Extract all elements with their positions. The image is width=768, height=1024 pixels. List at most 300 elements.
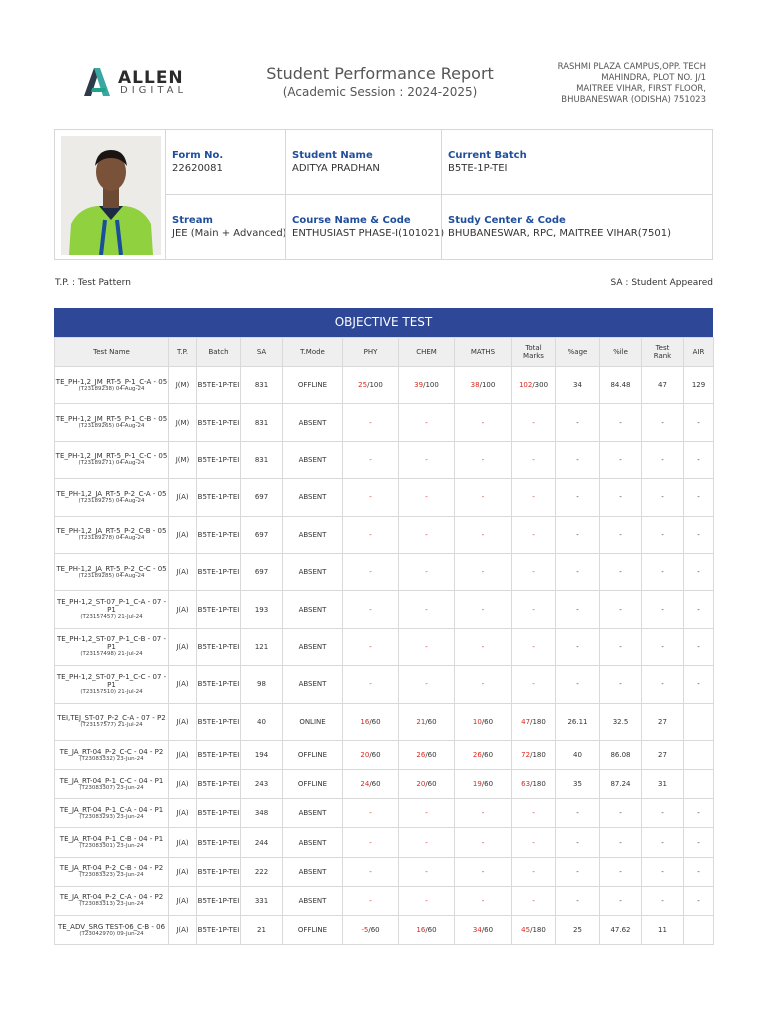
phy-max: /100 — [367, 381, 383, 390]
test-pattern-cell — [169, 857, 197, 886]
maths-cell — [455, 828, 512, 857]
maths-score: - — [481, 418, 485, 427]
chem-score: - — [425, 530, 428, 539]
percentile: - — [619, 896, 622, 905]
air-cell — [684, 886, 714, 915]
legend-test-pattern: T.P. : Test Pattern — [55, 278, 131, 288]
chem-cell — [399, 886, 455, 915]
maths-score: - — [481, 493, 485, 502]
batch-cell — [197, 591, 241, 628]
study-center-cell — [441, 195, 713, 260]
sa-cell — [241, 916, 283, 945]
air-cell — [684, 857, 714, 886]
test-name-cell — [55, 628, 169, 665]
total-score: - — [532, 455, 535, 464]
total-cell — [512, 666, 556, 703]
phy-cell — [343, 516, 399, 553]
test-rank-cell — [642, 886, 684, 915]
mode-cell — [283, 591, 343, 628]
test-code-date: (T23042970) 09-Jun-24 — [79, 930, 144, 937]
test-rank-cell — [642, 799, 684, 828]
column-header: Test Name — [55, 338, 169, 367]
maths-max: /100 — [479, 381, 496, 390]
course-label: Course Name & Code — [292, 215, 411, 226]
test-pattern-cell — [169, 516, 197, 553]
mode-cell — [283, 367, 343, 404]
percentage: 40 — [573, 751, 582, 759]
batch-cell — [197, 770, 241, 799]
maths-score: - — [481, 809, 485, 818]
air-cell — [684, 441, 714, 478]
students-appeared: 348 — [254, 809, 269, 818]
test-rank-cell — [642, 666, 684, 703]
test-mode: ABSENT — [298, 455, 327, 464]
maths-cell — [455, 404, 512, 441]
students-appeared: 831 — [254, 381, 269, 390]
test-name: TEI,TEJ_ST-07_P-2_C-A - 07 - P2 — [57, 714, 166, 723]
test-mode: ABSENT — [298, 605, 327, 614]
maths-score: 34 — [472, 926, 482, 935]
chem-max: /60 — [425, 717, 437, 726]
test-mode: ONLINE — [299, 717, 326, 726]
current-batch-label: Current Batch — [448, 150, 527, 161]
phy-max: /60 — [369, 717, 381, 726]
maths-cell — [455, 479, 512, 516]
air-rank: - — [697, 530, 700, 539]
chem-cell — [399, 441, 455, 478]
test-pattern-cell — [169, 703, 197, 740]
column-header: PHY — [343, 338, 399, 367]
students-appeared: 697 — [254, 493, 269, 502]
test-mode: ABSENT — [298, 568, 327, 577]
objective-test-table — [54, 337, 714, 945]
test-code-date: (T23157498) 21-Jul-24 — [80, 651, 143, 658]
total-cell — [512, 740, 556, 769]
phy-score: -5 — [361, 926, 369, 935]
table-row — [55, 553, 714, 590]
test-mode: OFFLINE — [297, 780, 328, 789]
maths-cell — [455, 857, 512, 886]
chem-cell — [399, 857, 455, 886]
percentage: - — [576, 809, 579, 818]
table-row — [55, 703, 714, 740]
percentile-cell — [600, 799, 642, 828]
percentage: - — [576, 680, 579, 689]
total-cell — [512, 799, 556, 828]
chem-cell — [399, 703, 455, 740]
chem-cell — [399, 516, 455, 553]
percentile-cell — [600, 591, 642, 628]
percentile-cell — [600, 828, 642, 857]
phy-cell — [343, 441, 399, 478]
objective-test-title: OBJECTIVE TEST — [54, 308, 713, 337]
chem-cell — [399, 553, 455, 590]
test-name-cell — [55, 553, 169, 590]
table-row — [55, 828, 714, 857]
batch-cell — [197, 886, 241, 915]
air-cell — [684, 516, 714, 553]
batch-value: B5TE-1P-TEI — [197, 493, 240, 502]
chem-score: - — [425, 605, 428, 614]
phy-cell — [343, 479, 399, 516]
percentile-cell — [600, 516, 642, 553]
table-row — [55, 916, 714, 945]
sa-cell — [241, 886, 283, 915]
chem-score: - — [425, 568, 428, 577]
test-rank-cell — [642, 404, 684, 441]
chem-score: - — [425, 867, 428, 876]
percentage-cell — [556, 628, 600, 665]
percentile-cell — [600, 666, 642, 703]
total-max: /180 — [530, 717, 546, 726]
batch-cell — [197, 367, 241, 404]
chem-score: 21 — [416, 717, 426, 726]
student-photo — [61, 136, 161, 255]
test-name: TE_PH-1,2_JM_RT-5_P-1_C-A - 05 — [55, 377, 168, 386]
total-cell — [512, 591, 556, 628]
percentage-cell — [556, 799, 600, 828]
student-info-card — [54, 129, 713, 260]
test-pattern: J(A) — [176, 780, 189, 789]
percentage-cell — [556, 553, 600, 590]
chem-score: 39 — [414, 381, 424, 390]
batch-cell — [197, 553, 241, 590]
percentage: - — [576, 455, 579, 464]
percentage-cell — [556, 828, 600, 857]
test-name-cell — [55, 740, 169, 769]
phy-score: - — [369, 568, 372, 577]
air-cell — [684, 740, 714, 769]
total-max: /300 — [532, 381, 549, 390]
test-code-date: (T23083323) 23-Jun-24 — [79, 872, 144, 879]
test-rank-cell — [642, 516, 684, 553]
test-pattern: J(A) — [176, 751, 189, 759]
maths-cell — [455, 916, 512, 945]
air-cell — [684, 799, 714, 828]
percentage: - — [576, 642, 579, 651]
batch-value: B5TE-1P-TEI — [197, 418, 240, 427]
batch-value: B5TE-1P-TEI — [197, 780, 240, 789]
mode-cell — [283, 770, 343, 799]
percentile: - — [619, 493, 622, 502]
phy-cell — [343, 916, 399, 945]
test-pattern: J(M) — [175, 455, 190, 464]
mode-cell — [283, 740, 343, 769]
percentage-cell — [556, 770, 600, 799]
students-appeared: 244 — [254, 838, 269, 847]
test-rank: - — [661, 809, 664, 818]
test-rank-cell — [642, 553, 684, 590]
batch-cell — [197, 441, 241, 478]
total-cell — [512, 916, 556, 945]
batch-cell — [197, 740, 241, 769]
batch-value: B5TE-1P-TEI — [197, 926, 240, 935]
test-code-date: (T23157510) 21-Jul-24 — [80, 688, 143, 695]
campus-line: MAITREE VIHAR, FIRST FLOOR, — [576, 84, 706, 94]
chem-cell — [399, 367, 455, 404]
total-cell — [512, 441, 556, 478]
mode-cell — [283, 916, 343, 945]
mode-cell — [283, 516, 343, 553]
chem-cell — [399, 404, 455, 441]
percentile: - — [619, 455, 622, 464]
test-rank: - — [661, 530, 664, 539]
maths-score: 38 — [470, 381, 480, 390]
phy-cell — [343, 857, 399, 886]
percentile: 87.24 — [610, 780, 631, 789]
batch-cell — [197, 703, 241, 740]
batch-cell — [197, 799, 241, 828]
column-header: Batch — [197, 338, 241, 367]
phy-score: - — [369, 867, 372, 876]
maths-cell — [455, 591, 512, 628]
batch-value: B5TE-1P-TEI — [197, 455, 240, 464]
mode-cell — [283, 703, 343, 740]
batch-value: B5TE-1P-TEI — [197, 717, 240, 726]
phy-cell — [343, 799, 399, 828]
maths-cell — [455, 516, 512, 553]
test-mode: OFFLINE — [297, 381, 328, 390]
table-row — [55, 479, 714, 516]
test-pattern: J(A) — [176, 717, 189, 726]
mode-cell — [283, 886, 343, 915]
percentile: 86.08 — [610, 751, 631, 759]
table-header-row — [55, 338, 714, 367]
maths-score: - — [481, 838, 485, 847]
phy-score: 25 — [358, 381, 368, 390]
sa-cell — [241, 703, 283, 740]
table-row — [55, 367, 714, 404]
chem-cell — [399, 666, 455, 703]
total-cell — [512, 770, 556, 799]
air-rank: - — [697, 418, 700, 427]
maths-cell — [455, 553, 512, 590]
air-rank: - — [697, 605, 700, 614]
test-rank: 27 — [658, 717, 667, 726]
chem-cell — [399, 799, 455, 828]
test-rank: - — [661, 568, 664, 577]
maths-cell — [455, 770, 512, 799]
percentage: - — [576, 896, 579, 905]
percentile-cell — [600, 404, 642, 441]
total-score: - — [532, 605, 535, 614]
sa-cell — [241, 828, 283, 857]
percentile: - — [619, 605, 622, 614]
phy-cell — [343, 404, 399, 441]
student-name-label: Student Name — [292, 150, 373, 161]
test-pattern-cell — [169, 479, 197, 516]
air-rank: - — [697, 867, 700, 876]
column-header: T.Mode — [283, 338, 343, 367]
percentile-cell — [600, 628, 642, 665]
percentile-cell — [600, 479, 642, 516]
percentile-cell — [600, 553, 642, 590]
test-name: TE_PH-1,2_ST-07_P-1_C-A - 07 - P1 — [56, 598, 167, 615]
chem-score: 16 — [416, 926, 426, 935]
air-cell — [684, 916, 714, 945]
mode-cell — [283, 404, 343, 441]
total-max: /180 — [530, 926, 546, 935]
maths-cell — [455, 886, 512, 915]
test-name: TE_JA_RT-04_P-2_C-C - 04 - P2 — [59, 747, 164, 756]
batch-value: B5TE-1P-TEI — [197, 530, 240, 539]
total-score: 47 — [521, 717, 531, 726]
sa-cell — [241, 404, 283, 441]
percentage: 25 — [573, 926, 582, 935]
mode-cell — [283, 628, 343, 665]
test-name: TE_JA_RT-04_P-1_C-C - 04 - P1 — [59, 776, 164, 785]
air-rank: - — [697, 896, 700, 905]
test-pattern-cell — [169, 770, 197, 799]
test-pattern-cell — [169, 666, 197, 703]
total-score: - — [532, 896, 535, 905]
test-rank: - — [661, 605, 664, 614]
percentile: - — [619, 568, 622, 577]
students-appeared: 331 — [254, 896, 269, 905]
test-mode: ABSENT — [298, 838, 327, 847]
table-row — [55, 857, 714, 886]
phy-cell — [343, 828, 399, 857]
stream-value: JEE (Main + Advanced) — [172, 228, 287, 239]
test-mode: ABSENT — [298, 418, 327, 427]
air-cell — [684, 591, 714, 628]
total-score: - — [532, 680, 535, 689]
test-name: TE_PH-1,2_JA_RT-5_P-2_C-B - 05 — [56, 527, 167, 536]
student-name-cell — [285, 130, 442, 194]
allen-logo-icon — [84, 68, 114, 96]
logo-subtitle: DIGITAL — [120, 85, 188, 96]
test-code-date: (T23083332) 23-Jun-24 — [79, 755, 144, 762]
percentage: - — [576, 493, 579, 502]
table-row — [55, 666, 714, 703]
maths-score: - — [481, 642, 485, 651]
percentile: 47.62 — [610, 926, 631, 935]
mode-cell — [283, 479, 343, 516]
test-code-date: (T23189285) 04-Aug-24 — [78, 572, 145, 579]
phy-score: - — [369, 838, 372, 847]
total-max: /180 — [530, 751, 546, 759]
form-no-label: Form No. — [172, 150, 224, 161]
percentage: 35 — [573, 780, 582, 789]
percentile-cell — [600, 703, 642, 740]
total-cell — [512, 553, 556, 590]
percentage-cell — [556, 404, 600, 441]
column-header: Total Marks — [512, 338, 556, 367]
chem-score: 26 — [416, 751, 426, 759]
academic-session: (Academic Session : 2024-2025) — [282, 85, 478, 99]
students-appeared: 697 — [254, 530, 269, 539]
test-name-cell — [55, 441, 169, 478]
batch-value: B5TE-1P-TEI — [197, 680, 240, 689]
total-score: - — [532, 867, 535, 876]
test-rank-cell — [642, 770, 684, 799]
phy-max: /60 — [369, 780, 381, 789]
test-pattern-cell — [169, 828, 197, 857]
test-name: TE_PH-1,2_JM_RT-5_P-1_C-C - 05 — [55, 452, 168, 461]
students-appeared: 831 — [254, 418, 269, 427]
test-code-date: (T23189278) 04-Aug-24 — [78, 535, 145, 542]
percentile: - — [619, 418, 622, 427]
study-center-label: Study Center & Code — [448, 215, 566, 226]
campus-line: MAHINDRA, PLOT NO. J/1 — [601, 73, 706, 83]
phy-max: /60 — [368, 926, 380, 935]
phy-score: - — [369, 605, 372, 614]
test-pattern-cell — [169, 591, 197, 628]
phy-cell — [343, 886, 399, 915]
air-cell — [684, 828, 714, 857]
air-rank: - — [697, 680, 700, 689]
percentile-cell — [600, 441, 642, 478]
test-rank: - — [661, 455, 664, 464]
air-cell — [684, 479, 714, 516]
maths-score: - — [481, 680, 485, 689]
chem-score: - — [425, 455, 428, 464]
phy-cell — [343, 628, 399, 665]
total-cell — [512, 479, 556, 516]
percentage-cell — [556, 666, 600, 703]
percentage-cell — [556, 703, 600, 740]
percentile: - — [619, 838, 622, 847]
percentage-cell — [556, 441, 600, 478]
batch-value: B5TE-1P-TEI — [197, 381, 240, 390]
test-rank: - — [661, 896, 664, 905]
batch-cell — [197, 516, 241, 553]
test-name-cell — [55, 857, 169, 886]
percentage-cell — [556, 591, 600, 628]
test-code-date: (T23083307) 23-Jun-24 — [79, 784, 144, 791]
percentile: - — [619, 680, 622, 689]
column-header: MATHS — [455, 338, 512, 367]
test-pattern: J(A) — [176, 493, 189, 502]
students-appeared: 243 — [254, 780, 269, 789]
total-score: 72 — [521, 751, 531, 759]
air-rank: - — [697, 838, 700, 847]
students-appeared: 697 — [254, 568, 269, 577]
test-name-cell — [55, 666, 169, 703]
total-score: - — [532, 838, 535, 847]
test-code-date: (T23157457) 21-Jul-24 — [80, 614, 143, 621]
phy-cell — [343, 666, 399, 703]
batch-value: B5TE-1P-TEI — [197, 642, 240, 651]
percentile: 32.5 — [612, 717, 629, 726]
students-appeared: 831 — [254, 455, 269, 464]
air-rank: - — [697, 809, 700, 818]
current-batch-value: B5TE-1P-TEI — [448, 163, 508, 174]
test-pattern-cell — [169, 441, 197, 478]
percentage-cell — [556, 857, 600, 886]
batch-cell — [197, 916, 241, 945]
total-cell — [512, 516, 556, 553]
percentile: - — [619, 642, 622, 651]
batch-cell — [197, 479, 241, 516]
test-rank: - — [661, 493, 664, 502]
test-mode: ABSENT — [298, 642, 327, 651]
test-pattern-cell — [169, 553, 197, 590]
air-cell — [684, 367, 714, 404]
batch-value: B5TE-1P-TEI — [197, 896, 240, 905]
test-name-cell — [55, 799, 169, 828]
chem-score: - — [425, 493, 428, 502]
test-name: TE_PH-1,2_JM_RT-5_P-1_C-B - 05 — [55, 415, 168, 424]
maths-cell — [455, 628, 512, 665]
test-rank-cell — [642, 441, 684, 478]
table-row — [55, 404, 714, 441]
total-score: - — [532, 493, 535, 502]
chem-score: - — [425, 809, 428, 818]
table-row — [55, 441, 714, 478]
maths-score: 26 — [472, 751, 482, 759]
test-name: TE_ADV_SRG TEST-06_C-B - 06 — [57, 922, 166, 931]
